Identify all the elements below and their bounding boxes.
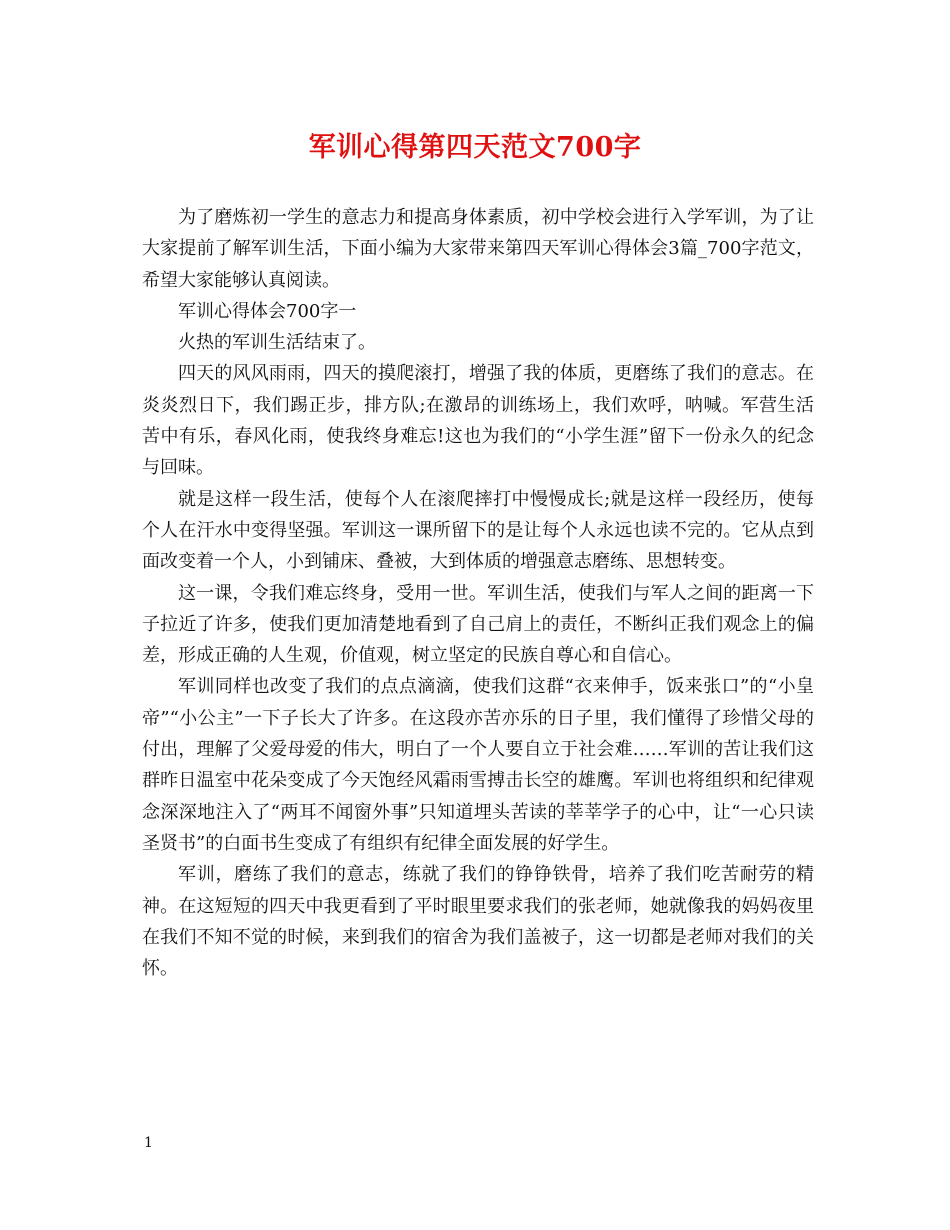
paragraph: 军训同样也改变了我们的点点滴滴，使我们这群“衣来伸手，饭来张口”的“小皇帝”“小公主”一下子长大了许多。在这段亦苦亦乐的日子里，我们懂得了珍惜父母的付出，理解了父爱母爱的伟大，明白了一个人要自立于社会难……军训的苦让我们这群昨日温室中花朵变成了今天饱经风霜雨雪搏击长空的雄鹰。军训也将组织和纪律观念深深地注入了“两耳不闻窗外事”只知道埋头苦读的莘莘学子的心中，让“一心只读圣贤书”的白面书生变成了有组织有纪律全面发展的好学生。 bbox=[142, 676, 814, 854]
document-body bbox=[142, 202, 814, 984]
paragraph-intro: 为了磨炼初一学生的意志力和提高身体素质，初中学校会进行入学军训，为了让大家提前了解军训生活，下面小编为大家带来第四天军训心得体会3篇_700字范文，希望大家能够认真阅读。 bbox=[142, 207, 814, 291]
paragraph: 火热的军训生活结束了。 bbox=[178, 332, 376, 354]
paragraph: 这一课，令我们难忘终身，受用一世。军训生活，使我们与军人之间的距离一下子拉近了许多，使我们更加清楚地看到了自己肩上的责任，不断纠正我们观念上的偏差，形成正确的人生观，价值观，树立坚定的民族自尊心和自信心。 bbox=[142, 582, 814, 667]
paragraph: 就是这样一段生活，使每个人在滚爬摔打中慢慢成长;就是这样一段经历，使每个人在汗水中变得坚强。军训这一课所留下的是让每个人永远也读不完的。它从点到面改变着一个人，小到铺床、叠被，大到体质的增强意志磨练、思想转变。 bbox=[142, 488, 814, 573]
document-title: 军训心得第四天范文700字 bbox=[308, 132, 642, 163]
paragraph: 军训，磨练了我们的意志，练就了我们的铮铮铁骨，培养了我们吃苦耐劳的精神。在这短短的四天中我更看到了平时眼里要求我们的张老师，她就像我的妈妈夜里在我们不知不觉的时候，来到我们的宿舍为我们盖被子，这一切都是老师对我们的关怀。 bbox=[142, 864, 814, 980]
page-number: 1 bbox=[144, 1135, 153, 1151]
paragraph: 四天的风风雨雨，四天的摸爬滚打，增强了我的体质，更磨练了我们的意志。在炎炎烈日下，我们踢正步，排方队;在激昂的训练场上，我们欢呼，呐喊。军营生活苦中有乐，春风化雨，使我终身难忘!这也为我们的“小学生涯”留下一份永久的纪念与回味。 bbox=[142, 363, 814, 479]
paragraph-section-heading: 军训心得体会700字一 bbox=[178, 300, 357, 322]
